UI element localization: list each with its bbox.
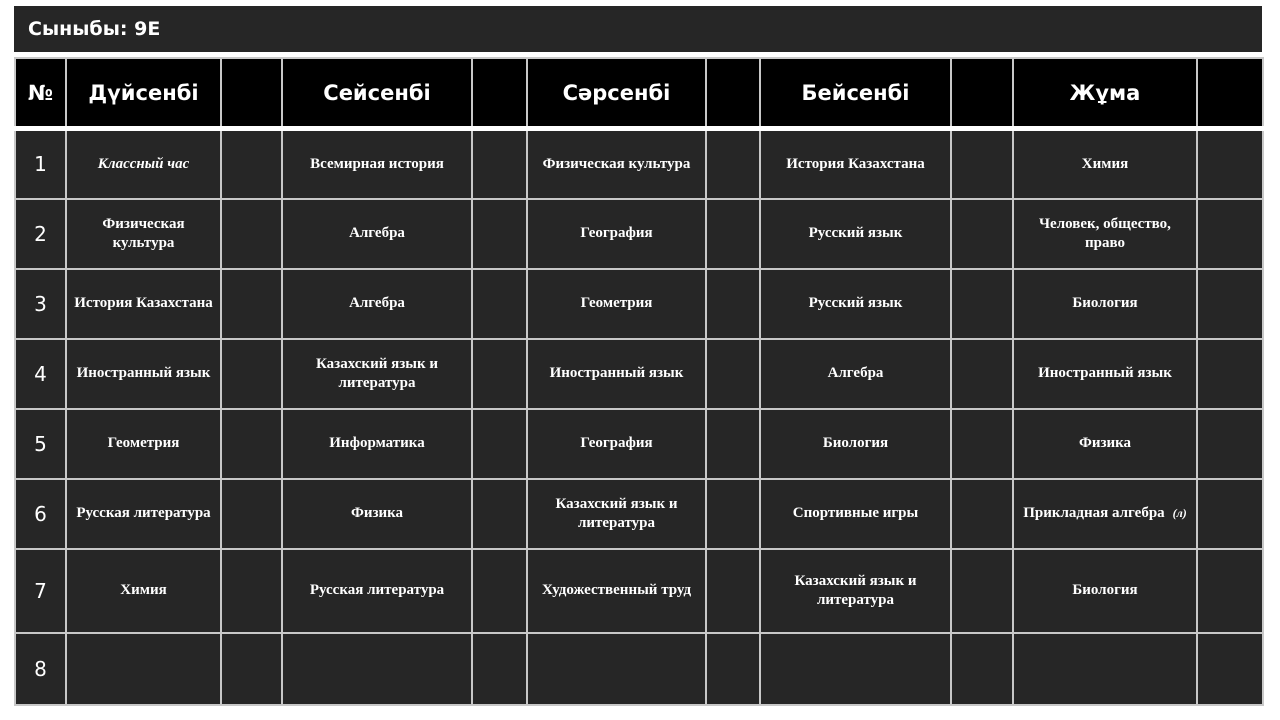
table-row: [15, 199, 1263, 269]
spacer-cell: [706, 549, 760, 633]
subject-cell: Алгебра: [282, 199, 472, 269]
subject-cell: [1013, 199, 1197, 269]
subject-cell: Спортивные игры: [760, 479, 951, 549]
header-spacer: [472, 58, 527, 129]
subject-cell: Иностранный язык: [1013, 339, 1197, 409]
spacer-cell: [221, 633, 282, 705]
subject-cell: История Казахстана: [760, 129, 951, 199]
spacer-cell: [951, 199, 1013, 269]
subject-cell: [282, 633, 472, 705]
lesson-number: 6: [15, 479, 66, 549]
subject-cell: [760, 549, 951, 633]
table-row: [15, 479, 1263, 549]
spacer-cell: [221, 409, 282, 479]
spacer-cell: [1197, 199, 1263, 269]
spacer-cell: [951, 409, 1013, 479]
spacer-cell: [706, 199, 760, 269]
spacer-cell: [706, 409, 760, 479]
table-row: [15, 409, 1263, 479]
subject-cell: Физика: [1013, 409, 1197, 479]
class-title: Сыныбы: 9E: [14, 6, 1262, 52]
subject-cell: [66, 633, 221, 705]
subject-cell: Всемирная история: [282, 129, 472, 199]
header-day-thursday: Бейсенбі: [760, 58, 951, 129]
subject-cell: Алгебра: [282, 269, 472, 339]
spacer-cell: [951, 549, 1013, 633]
subject-cell: Классный час: [66, 129, 221, 199]
spacer-cell: [1197, 339, 1263, 409]
header-spacer: [1197, 58, 1263, 129]
subject-cell: Биология: [760, 409, 951, 479]
subject-cell: Геометрия: [66, 409, 221, 479]
subject-cell: Русская литература: [66, 479, 221, 549]
subject-cell: Художественный труд: [527, 549, 706, 633]
spacer-cell: [221, 269, 282, 339]
spacer-cell: [1197, 409, 1263, 479]
header-day-wednesday: Сәрсенбі: [527, 58, 706, 129]
spacer-cell: [706, 339, 760, 409]
spacer-cell: [472, 549, 527, 633]
header-day-tuesday: Сейсенбі: [282, 58, 472, 129]
spacer-cell: [472, 199, 527, 269]
subject-cell: История Казахстана: [66, 269, 221, 339]
spacer-cell: [472, 633, 527, 705]
header-day-friday: Жұма: [1013, 58, 1197, 129]
subject-text: Человек, общество, право: [1039, 215, 1171, 251]
spacer-cell: [472, 269, 527, 339]
subject-cell: [527, 633, 706, 705]
spacer-cell: [221, 129, 282, 199]
spacer-cell: [472, 339, 527, 409]
spacer-cell: [221, 339, 282, 409]
subject-cell: Химия: [1013, 129, 1197, 199]
table-row: [15, 129, 1263, 199]
lesson-number: 3: [15, 269, 66, 339]
subject-text: Казахский язык и литература: [555, 495, 678, 531]
subject-cell: Геометрия: [527, 269, 706, 339]
lesson-number: 8: [15, 633, 66, 705]
subject-text: Физическая культура: [102, 215, 185, 251]
subject-cell: [1013, 479, 1197, 549]
spacer-cell: [951, 339, 1013, 409]
spacer-cell: [706, 269, 760, 339]
subject-cell: Физика: [282, 479, 472, 549]
header-spacer: [221, 58, 282, 129]
spacer-cell: [1197, 129, 1263, 199]
spacer-cell: [1197, 549, 1263, 633]
header-day-monday: Дүйсенбі: [66, 58, 221, 129]
spacer-cell: [951, 129, 1013, 199]
subject-cell: [760, 633, 951, 705]
subject-cell: География: [527, 409, 706, 479]
spacer-cell: [472, 129, 527, 199]
lesson-number: 5: [15, 409, 66, 479]
header-spacer: [951, 58, 1013, 129]
subject-cell: Русский язык: [760, 269, 951, 339]
spacer-cell: [1197, 633, 1263, 705]
lesson-number: 7: [15, 549, 66, 633]
spacer-cell: [951, 269, 1013, 339]
header-number: №: [15, 58, 66, 129]
table-row: [15, 633, 1263, 705]
spacer-cell: [1197, 479, 1263, 549]
spacer-cell: [706, 633, 760, 705]
subject-cell: [66, 199, 221, 269]
subject-cell: Русская литература: [282, 549, 472, 633]
spacer-cell: [472, 479, 527, 549]
spacer-cell: [951, 633, 1013, 705]
subject-cell: [282, 339, 472, 409]
subject-cell: Алгебра: [760, 339, 951, 409]
lesson-number: 4: [15, 339, 66, 409]
spacer-cell: [706, 129, 760, 199]
subject-note: (л): [1172, 506, 1187, 520]
subject-cell: [1013, 633, 1197, 705]
timetable: [14, 57, 1264, 706]
header-row: [15, 58, 1263, 129]
table-row: [15, 549, 1263, 633]
subject-cell: Биология: [1013, 269, 1197, 339]
header-spacer: [706, 58, 760, 129]
subject-text: Казахский язык и литература: [316, 355, 438, 391]
lesson-number: 2: [15, 199, 66, 269]
table-row: [15, 339, 1263, 409]
subject-cell: Иностранный язык: [527, 339, 706, 409]
subject-cell: Русский язык: [760, 199, 951, 269]
subject-text: Казахский язык и литература: [794, 572, 917, 608]
subject-cell: Химия: [66, 549, 221, 633]
spacer-cell: [706, 479, 760, 549]
lesson-number: 1: [15, 129, 66, 199]
subject-cell: [527, 479, 706, 549]
spacer-cell: [951, 479, 1013, 549]
spacer-cell: [221, 549, 282, 633]
subject-cell: Информатика: [282, 409, 472, 479]
subject-cell: Биология: [1013, 549, 1197, 633]
spacer-cell: [221, 479, 282, 549]
subject-cell: География: [527, 199, 706, 269]
subject-cell: Физическая культура: [527, 129, 706, 199]
table-row: [15, 269, 1263, 339]
subject-cell: Иностранный язык: [66, 339, 221, 409]
spacer-cell: [1197, 269, 1263, 339]
spacer-cell: [472, 409, 527, 479]
spacer-cell: [221, 199, 282, 269]
subject-text: Прикладная алгебра: [1023, 505, 1165, 521]
